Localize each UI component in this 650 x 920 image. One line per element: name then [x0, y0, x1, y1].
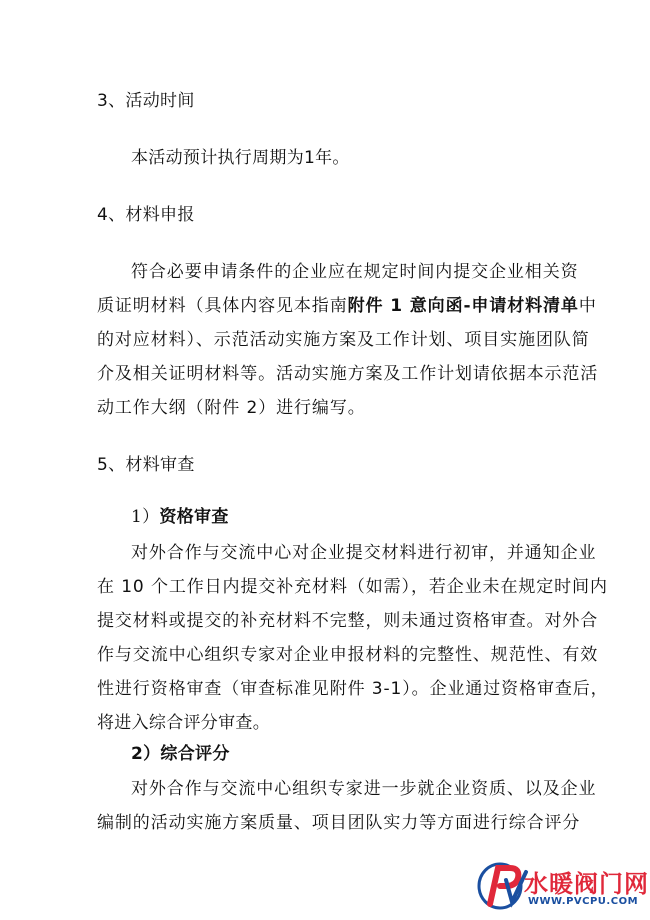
text-run: 中 [578, 296, 597, 316]
attachment-reference: 附件 1 意向函-申请材料清单 [347, 296, 579, 316]
paragraph-line: 提交材料或提交的补充材料不完整，则未通过资格审查。对外合 [97, 611, 599, 631]
paragraph-line: 性进行资格审查（审查标准见附件 3-1）。企业通过资格审查后， [97, 679, 609, 699]
paragraph-line: 对外合作与交流中心组织专家进一步就企业资质、以及企业 [131, 779, 597, 799]
section-heading-4: 4、材料申报 [97, 205, 195, 225]
paragraph-line: 将进入综合评分审查。 [97, 713, 270, 733]
paragraph-line: 对外合作与交流中心对企业提交材料进行初审，并通知企业 [131, 543, 597, 563]
paragraph-line: 编制的活动实施方案质量、项目团队实力等方面进行综合评分 [97, 813, 581, 833]
paragraph-activity-time: 本活动预计执行周期为1年。 [131, 148, 350, 168]
section-heading-5: 5、材料审查 [97, 455, 195, 475]
subsection-heading-1 [131, 507, 229, 527]
subsection-heading-2: 2）综合评分 [131, 744, 230, 764]
subsection-number: 1） [131, 507, 160, 527]
section-heading-3: 3、活动时间 [97, 91, 195, 111]
watermark-url: WWW.PVCPU.COM [528, 896, 639, 907]
watermark-text: 水暖阀门网 [524, 870, 649, 898]
text-run: 质证明材料（具体内容见本指南 [97, 296, 348, 316]
paragraph-line: 符合必要申请条件的企业应在规定时间内提交企业相关资 [131, 262, 579, 282]
paragraph-line: 动工作大纲（附件 2）进行编写。 [97, 398, 366, 418]
watermark-logo [476, 858, 649, 916]
pv-logo-icon [476, 858, 530, 914]
paragraph-line: 在 10 个工作日内提交补充材料（如需），若企业未在规定时间内 [97, 577, 608, 597]
paragraph-line: 的对应材料）、示范活动实施方案及工作计划、项目实施团队简 [97, 330, 590, 350]
paragraph-line: 介及相关证明材料等。活动实施方案及工作计划请依据本示范活 [97, 364, 599, 384]
subsection-title: 资格审查 [159, 507, 229, 527]
paragraph-line [97, 296, 597, 316]
paragraph-line: 作与交流中心组织专家对企业申报材料的完整性、规范性、有效 [97, 645, 599, 665]
